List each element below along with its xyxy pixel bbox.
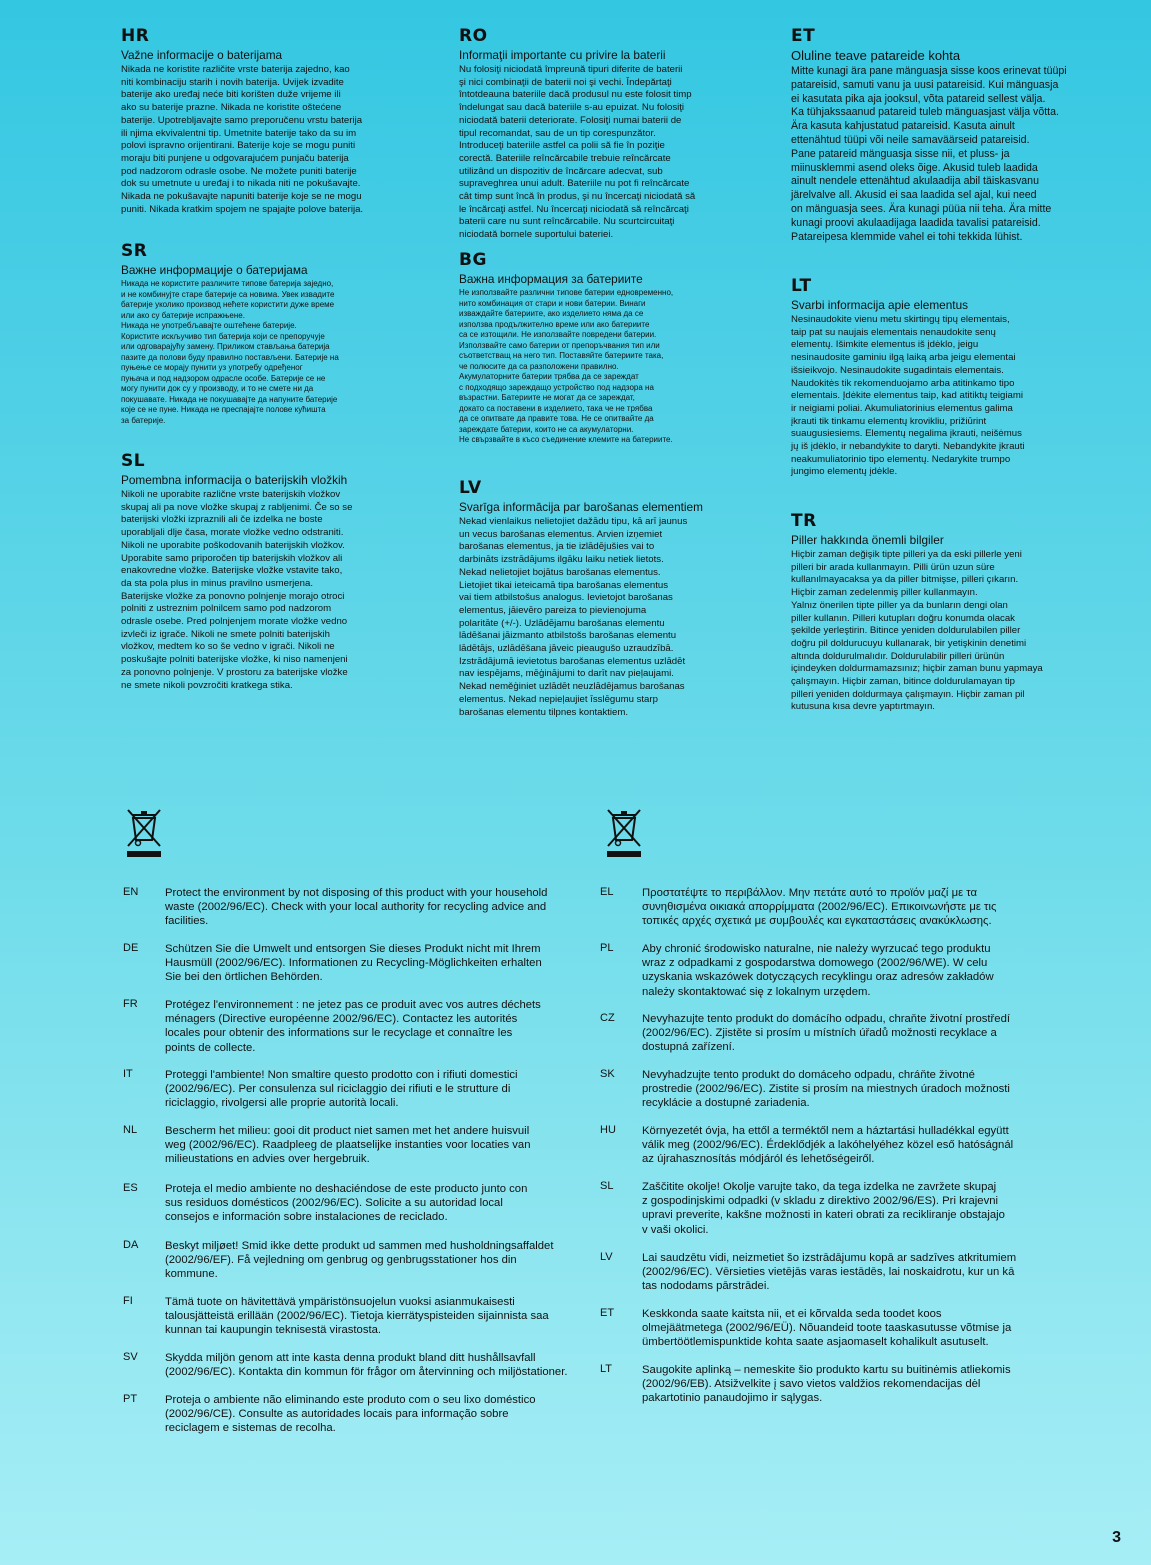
recycling-notice-row <box>123 1295 585 1338</box>
recycling-notice-text: Saugokite aplinką – nemeskite šio produkto kartu su buitinėmis atliekomis (2002/96/EB). Atsižvelkite į savo vietos valdžios rekomendacijas dėl pakartotinio panaudojimo ir sąlygas. <box>642 1364 1011 1405</box>
section-body: Nikada ne koristite različite vrste baterija zajedno, kao niti kombinaciju starih i novih baterija. Uvijek izvadite baterije ako uređaj neće biti korišten duže vrijeme ili ako su baterije prazne. Nikada ne koristite oštećene baterije. Upotrebljavajte samo preporučenu vrstu baterija ili njima ekvivalentni tip. Umetnite baterije tako da su im polovi ispravno orijentirani. Baterije koje se mogu puniti moraju biti punjene u odgovarajućem punjaču baterija pod nadzorom odrasle osobe. Ne možete puniti baterije dok su umetnute u uređaj i to nikada niti ne pokušavajte. Nikada ne pokušavajte napuniti baterije koje se ne mogu puniti. Nikada kratkim spojem ne spajajte polove baterija. <box>121 64 364 215</box>
recycling-notice-row <box>600 942 1062 999</box>
language-code: EL <box>600 886 614 898</box>
page-number: 3 <box>1112 1529 1121 1546</box>
section-code: LV <box>459 478 482 498</box>
language-code: FI <box>123 1295 133 1307</box>
recycling-notice-text: Beskyt miljøet! Smid ikke dette produkt ud sammen med husholdningsaffaldet (2002/96/EF). Få vejledning om genbrug og genbrugsstationer hos din kommune. <box>165 1240 554 1281</box>
recycling-notice-text: Tämä tuote on hävitettävä ympäristönsuojelun vuoksi asianmukaisesti talousjätteistä erillään (2002/96/EC). Tietoja kierrätyspisteiden sijainnista saa kunnan tai kaupungin teknisestä virastosta. <box>165 1296 549 1337</box>
recycling-notice-row <box>600 886 1062 929</box>
recycling-notice-text: Protégez l'environnement : ne jetez pas ce produit avec vos autres déchets ménagers (Directive européenne 2002/96/EC). Contactez les autorités locales pour obtenir des informations sur le recyclage et connaître les points de collecte. <box>165 999 541 1054</box>
section-body: Nu folosiţi niciodată împreună tipuri diferite de baterii şi nici combinaţii de baterii noi şi vechi. Îndepărtaţi întotdeauna bateriile dacă produsul nu este folosit timp îndelungat sau dacă bateriile s-au epuizat. Nu folosiţi niciodată baterii deteriorate. Folosiţi numai baterii de tipul recomandat, sau de un tip corespunzător. Introduceţi bateriile astfel ca polii să fie în poziţie corectă. Bateriile reîncărcabile trebuie reîncărcate utilizând un dispozitiv de încărcare adecvat, sub supraveghrea unui adult. Bateriile nu pot fi reîncărcate cât timp sunt încă în produs, şi nu încercaţi niciodată să le încărcaţi astfel. Nu încercaţi niciodată să reîncărcaţi baterii care nu sunt reîncărcabile. Nu scurtcircuitaţi niciodată bornele suportului bateriei. <box>459 64 696 241</box>
language-code: SK <box>600 1068 615 1080</box>
language-code: ES <box>123 1182 138 1194</box>
recycling-notice-text: Lai saudzētu vidi, neizmetiet šo izstrādājumu kopā ar sadzīves atkritumiem (2002/96/EC). Vērsieties vietējās varas iestādēs, lai noskaidrotu, kur un kā tas nododams pārstrādei. <box>642 1252 1017 1293</box>
recycling-notice-row <box>600 1363 1062 1406</box>
language-code: PL <box>600 942 614 954</box>
section-body: Nikoli ne uporabite različne vrste baterijskih vložkov skupaj ali pa nove vložke skupaj z rabljenimi. Če so se baterijski vložki izpraznili ali če izdelka ne boste uporabljali dlje časa, morate vložke vedno odstraniti. Nikoli ne uporabite poškodovanih baterijskih vložkov. Uporabite samo priporočen tip baterijskih vložkov ali enakovredne vložke. Baterijske vložke vstavite tako, da sta pola plus in minus pravilno usmerjena. Baterijske vložke za ponovno polnjenje morajo otroci polniti z ustreznim polnilcem samo pod nadzorom odrasle osebe. Pred polnjenjem morate vložke vedno izvleči iz igrače. Nikoli ne smete polniti baterijskih vložkov, medtem ko so še vedno v igrači. Nikoli ne poskušajte polniti baterijske vložke, ki niso namenjeni za ponovno polnjenje. V prostoru za baterijske vložke ne smete nikoli povzročiti kratkega stika. <box>121 489 353 691</box>
section-code: SL <box>121 451 146 471</box>
recycling-notice-text: Környezetét óvja, ha ettől a terméktől nem a háztartási hulladékkal együtt válik meg (2002/96/EC). Érdeklődjék a lakóhelyéhez közel eső hatóságnál az újrahasznosítás módjáról és lehetőségeiről. <box>642 1125 1014 1166</box>
section-code: ET <box>791 26 816 46</box>
section-title: Važne informacije o baterijama <box>121 48 283 62</box>
recycling-notice-row <box>600 1012 1062 1055</box>
recycling-notice-text: Protect the environment by not disposing of this product with your household waste (2002/96/EC). Check with your local authority for recycling advice and facilities. <box>165 887 548 928</box>
section-body: Hiçbir zaman değişik tipte pilleri ya da eski pillerle yeni pilleri bir arada kullanmayın. Pilli ürün uzun süre kullanılmayacaksa ya da piller bitmişse, pilleri çıkarın. Hiçbir zaman zedelenmiş piller kullanmayın. Yalnız önerilen tipte piller ya da bunların dengi olan piller kullanın. Pilleri kutupları doğru konumda olacak şekilde yerleştirin. Bitince yeniden doldurulabilen piller doğru pil doldurucuyu kullanarak, bir yetişkinin denetimi altında doldurulmalıdır. Doldurulabilir pilleri ürünün içindeyken doldurmamazsınız; hiçbir zaman bunu yapmaya çalışmayın. Hiçbir zaman, bitince doldurulamayan tip pilleri yeniden doldurmaya çalışmayın. Hiçbir zaman pil kutusuna kısa devre yaptırtmayın. <box>791 549 1043 713</box>
recycling-notice-text: Aby chronić środowisko naturalne, nie należy wyrzucać tego produktu wraz z odpadkami z gospodarstwa domowego (2002/96/WE). W celu uzyskania wskazówek dotyczących recyklingu oraz adresów zakładów należy skontaktować się z lokalnym urzędem. <box>642 943 994 998</box>
recycling-notice-text: Skydda miljön genom att inte kasta denna produkt bland ditt hushållsavfall (2002/96/EC). Kontakta din kommun för frågor om återvinning och miljöstationer. <box>165 1352 568 1379</box>
section-title: Svarbi informacija apie elementus <box>791 298 969 312</box>
recycling-notice-row <box>600 1124 1062 1167</box>
recycling-notice-row <box>123 998 585 1055</box>
section-body: Nekad vienlaikus nelietojiet dažādu tipu, kā arī jaunus un vecus barošanas elementus. Arvien izņemiet barošanas elementus, ja tie izlādējušies vai to darbināts izstrādājums ilgāku laiku netiek lietots. Nekad nelietojiet bojātus barošanas elementus. Lietojiet tikai ieteicamā tipa barošanas elementus vai tiem atbilstošus analogus. Ievietojot barošanas elementus, jāievēro pareiza to pievienojuma polaritāte (+/-). Uzlādējamu barošanas elementu lādēšanai jāizmanto atbilstošs barošanas elementu lādētājs, uzlādēšana jāveic pieaugušo uzraudzībā. Izstrādājumā ievietotus barošanas elementus uzlādēt nav iespējams, mēģinājumi to darīt nav pieļaujami. Nekad neměģiniet uzlādēt neuzlādējamus barošanas elementus. Nekad nepieļaujiet īsslēgumu starp barošanas elementu tilpnes kontaktiem. <box>459 516 688 718</box>
section-title: Pomembna informacija o baterijskih vložkih <box>121 473 348 487</box>
recycling-notice-text: Nevyhazujte tento produkt do domácího odpadu, chraňte životní prostředí (2002/96/EC). Zjistěte si prosím u místních úřadů možnosti recyklace a dostupná zařízení. <box>642 1013 1011 1054</box>
section-title: Svarīga informācija par barošanas elementiem <box>459 500 703 514</box>
section-code: LT <box>791 276 812 296</box>
language-code: PT <box>123 1393 138 1405</box>
section-body: Никада не користите различите типове батерија заједно, и не комбинујте старе батерије са новима. Увек извадите батерије уколико производ нећете користити дуже време или ако су батерије испражњене. Никада не употребљавајте оштећене батерије. Користите искључиво тип батерија који се препоручује или одговарајућу замену. Приликом стављања батерија пазите да полови буду правилно постављени. Батерије на пуњење се морају пунити уз употребу одређеног пуњача и под надзором одрасле особе. Батерије се не могу пунити док су у производу, и то не смете ни да покушавате. Никада не покушавајте да напуните батерије које се не пуне. Никада не преспајајте полове кућишта за батерије. <box>121 279 339 425</box>
battery-info-lv <box>459 478 759 719</box>
recycling-notice-text: Keskkonda saate kaitsta nii, et ei kõrvalda seda toodet koos olmejäätmetega (2002/96/EÜ). Nõuandeid toote taaskasutusse võtmise ja ümbertöötlemispunktide kohta saate asjaomaselt kohalikult asutuselt. <box>642 1308 1012 1349</box>
crossed-out-wheelie-bin-icon <box>604 806 644 858</box>
recycling-notice-row <box>123 942 585 985</box>
section-title: Важне информације о батеријама <box>121 263 308 277</box>
battery-info-tr <box>791 511 1101 714</box>
recycling-notice-text: Nevyhadzujte tento produkt do domáceho odpadu, chráňte životné prostredie (2002/96/EC). Zistite si prosím na miestnych úradoch možnosti recyklácie a dostupné zariadenia. <box>642 1069 1010 1110</box>
language-code: SL <box>600 1180 614 1192</box>
section-title: Oluline teave patareide kohta <box>791 48 961 63</box>
section-body: Nesinaudokite vienu metu skirtingų tipų elementais, taip pat su naujais elementais nenaudokite senų elementų. Išimkite elementus iš įdėklo, jeigu nesinaudosite gaminiu ilgą laiką arba jeigu elementai išsieikvojo. Nesinaudokite sugadintais elementais. Naudokitės tik rekomenduojamo arba atitinkamo tipo elementais. Įdėkite elementus taip, kad atitiktų teigiami ir neigiami poliai. Akumuliatorinius elementus galima įkrauti tik tinkamu elementų krovikliu, prižiūrint suaugusiesiems. Elementų negalima įkrauti, neišėmus jų iš įdėklo, ir nebandykite to daryti. Nebandykite įkrauti neakumuliatorinio tipo elementų. Nedarykite trumpo jungimo elementų įdėkle. <box>791 314 1025 478</box>
recycling-notice-text: Schützen Sie die Umwelt und entsorgen Sie dieses Produkt nicht mit Ihrem Hausmüll (2002/96/EC). Informationen zu Recycling-Möglichkeiten erhalten Sie bei den örtlichen Behörden. <box>165 943 542 984</box>
recycling-notice-text: Προστατέψτε το περιβάλλον. Μην πετάτε αυτό το προϊόν μαζί με τα συνηθισμένα οικιακά απορρίμματα (2002/96/EC). Επικοινωνήστε με τις τοπικές αρχές σχετικά με συμβουλές και εγκαταστάσεις ανακύκλωσης. <box>642 887 997 928</box>
language-code: SV <box>123 1351 138 1363</box>
recycling-notice-text: Bescherm het milieu: gooi dit product niet samen met het andere huisvuil weg (2002/96/EC). Raadpleeg de plaatselijke instanties voor locaties van milieustations en advies over hergebruik. <box>165 1125 531 1166</box>
language-code: DA <box>123 1239 139 1251</box>
language-code: ET <box>600 1307 615 1319</box>
recycling-notice-row <box>123 1124 585 1167</box>
language-code: NL <box>123 1124 138 1136</box>
recycling-notice-row <box>123 1239 585 1282</box>
battery-info-lt <box>791 276 1101 479</box>
battery-info-et <box>791 26 1111 244</box>
section-title: Важна информация за батериите <box>459 272 643 286</box>
language-code: CZ <box>600 1012 615 1024</box>
recycling-notice-row <box>600 1180 1062 1237</box>
language-code: DE <box>123 942 139 954</box>
language-code: LV <box>600 1251 613 1263</box>
language-code: EN <box>123 886 139 898</box>
section-code: HR <box>121 26 150 46</box>
recycling-notice-row <box>123 1068 585 1111</box>
recycling-notice-row <box>123 1182 585 1225</box>
recycling-notice-row <box>600 1307 1062 1350</box>
recycling-notice-row <box>600 1068 1062 1111</box>
section-code: RO <box>459 26 488 46</box>
section-title: Informaţii importante cu privire la baterii <box>459 48 666 62</box>
recycling-notice-row <box>123 1351 585 1379</box>
recycling-notice-text: Proteja el medio ambiente no deshaciéndose de este producto junto con sus residuos domésticos (2002/96/EC). Solicite a su autoridad local consejos e información sobre instalaciones de reciclado. <box>165 1183 528 1224</box>
recycling-notice-row <box>123 1393 585 1436</box>
language-code: IT <box>123 1068 133 1080</box>
section-title: Piller hakkında önemli bilgiler <box>791 533 944 547</box>
recycling-notice-text: Zaščitite okolje! Okolje varujte tako, da tega izdelka ne zavržete skupaj z gospodinjskimi odpadki (v skladu z direktivo 2002/96/ES). Pri krajevni upravi preverite, kakšne možnosti in kateri obrati za recikliranje obstajajo v vaši okolici. <box>642 1181 1005 1236</box>
battery-info-sr <box>121 241 411 426</box>
language-code: FR <box>123 998 138 1010</box>
recycling-notice-text: Proteggi l'ambiente! Non smaltire questo prodotto con i rifiuti domestici (2002/96/EC). Per consulenza sul riciclaggio dei rifiuti e le strutture di riciclaggio, rivolgersi alle proprie autorità locali. <box>165 1069 518 1110</box>
section-body: Не използвайте различни типове батерии едновременно, нито комбинация от стари и нови батерии. Винаги изваждайте батериите, ако изделието няма да се използва продължително време или ако батериите са се изтощили. Не използвайте повредени батерии. Използвайте само батерии от препоръчвания тип или съответстващ на него тип. Поставяйте батериите така, че полюсите да са разположени правилно. Акумулаторните батерии трябва да се зареждат с подходящо зареждащо устройство под надзора на възрастни. Батериите не могат да се зареждат, докато са поставени в изделието, така че не трябва да се опитвате да правите това. Не се опитвайте да зареждате батерии, които не са акумулаторни. Не свързвайте в късо съединение клемите на батериите. <box>459 288 674 444</box>
recycling-notice-row <box>123 886 585 929</box>
language-code: LT <box>600 1363 613 1375</box>
recycling-notice-row <box>600 1251 1062 1294</box>
battery-info-hr <box>121 26 411 216</box>
section-body: Mitte kunagi ära pane mänguasja sisse koos erinevat tüüpi patareisid, samuti vanu ja uusi patareisid. Kui mänguasja ei kasutata pika aja jooksul, võta patareid sellest välja. Ka tühjakssaanud patareid tuleb mänguasjast välja võtta. Ära kasuta kahjustatud patareisid. Kasuta ainult ettenähtud tüüpi või neile samaväärseid patareisid. Pane patareid mänguasja sisse nii, et pluss- ja miinusklemmi asend oleks õige. Akusid tuleb laadida ainult nendele ettenähtud akulaadija abil täiskasvanu järelvalve all. Akusid ei saa laadida sel ajal, kui need on mänguasja sees. Ära kunagi püüa nii teha. Ära mitte kunagi proovi akulaadijaga laadida tavalisi patareisid. Patareipesa klemmide vahel ei tohi tekkida lühist. <box>791 65 1067 243</box>
recycling-notice-text: Proteja o ambiente não eliminando este produto com o seu lixo doméstico (2002/96/CE). Consulte as autoridades locais para informação sobre reciclagem e sistemas de recolha. <box>165 1394 536 1435</box>
section-code: SR <box>121 241 148 261</box>
section-code: BG <box>459 250 487 270</box>
section-code: TR <box>791 511 817 531</box>
language-code: HU <box>600 1124 616 1136</box>
battery-info-bg <box>459 250 759 446</box>
crossed-out-wheelie-bin-icon <box>124 806 164 858</box>
battery-info-ro <box>459 26 749 242</box>
battery-info-sl <box>121 451 411 692</box>
